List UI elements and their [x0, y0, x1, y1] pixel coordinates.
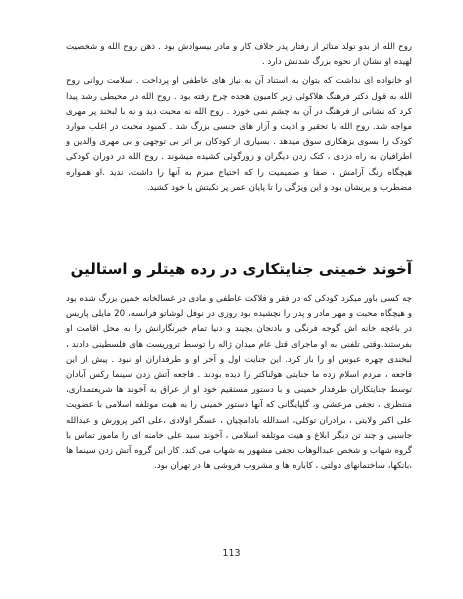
- intro-paragraph-1: روح الله از بدو تولد متاثر از رفتار پدر خلاف کار و مادر بیسوادش بود . ذهن روح الله و شخصیت لهیده او نشان از نحوه بزرگ شدنش دارد .: [66, 42, 412, 68]
- section-heading: آخوند خمینی جنایتکاری در رده هیتلر و استالین: [70, 260, 412, 278]
- body-paragraph-1: چه کسی باور میکرد کودکی که در فقر و فلاکت عاطفی و مادی در غسالخانه خمین بزرگ شده بود و هیچگاه محبت و مهر مادر و پدر را نچشیده بود روزی در نوفل لوشاتو فرانسه، 20 مایلی پاریس در باغچه خانه اش گوجه فرنگی و بادنجان بچیند و دنیا تمام خبرنگارانش را به محل اقامت او بفرستند.وقتی تلفنی به او ماجرای قتل عام میدان ژاله را توسط تروریست های فلسطینی دادند ، لبخندی چهره عبوس او را باز کرد. این جنایت اول و آخر او و طرفداران او نبود . پیش از این فاجعه ، مردم اسلام زده ما جنایتی هولناکتر را دیده بودند . فاجعه آتش زدن سینما رکس آبادان توسط جنایتکاران طرفدار خمینی و با دستور مستقیم خود او از عراق به آخوند ها شریعتمداری، منتظری ، نجفی مرعشی و، گلپایگانی که آنها دستور خمینی را به هیت موتلفه اسلامی با عضویت علی اکبر ولایتی ، برادران توکلی، اسدالله بادامچیان ، عسگر اولادی ،علی اکبر پرورش و عبدالله جاسبی و چند تن دیگر ابلاغ و هیت موتلفه اسلامی ، آخوند سید علی خامنه ای را مامور تماس با گروه شهاب و شخص عبدالوهاب نجفی مشهور به شهاب می کند. کار این گروه آتش زدن سینما ها ،بانکها، ساختمانهای دولتی ، کاباره ها و مشروب فروشی ها در تهران بود.: [66, 294, 412, 472]
- body-section: [66, 292, 412, 478]
- intro-paragraph-2: او خانواده ای نداشت که بتوان به استناد آن به نیاز های عاطفی او پرداخت . سلامت روانی روح الله به قول دکتر فرهنگ هلاکوئی زیر کامیون هجده چرخ رفته بود . روح الله در محیطی رشد پیدا کرد که نشانی از فرهنگ در آن به چشم نمی خورد . روح الله نه محبت دید و نه با لبخند پر مهری مواجه شد. روح الله با تحقیر و اذیت و آزار های جنسی بزرگ شد . کمبود محبت در اغلب موارد کودک را بسوی بزهکاری سوق میدهد . بسیاری از کودکان بر اثر بی توجهی و بی مهری والدین و اطرافیان به راه دزدی ، کتک زدن دیگران و زورگوئی کشیده میشوند . روح الله در دوران کودکی هیچگاه رنگ آرامش ، صفا و صمیمیت را که احتیاج مبرم به آنها را داشت، ندید .او همواره مضطرب و پریشان بود و این ویژگی را تا پایان عمر پر تکبتش با خود کشید.: [66, 76, 412, 193]
- intro-section: [66, 40, 412, 200]
- page-number: 113: [222, 548, 241, 559]
